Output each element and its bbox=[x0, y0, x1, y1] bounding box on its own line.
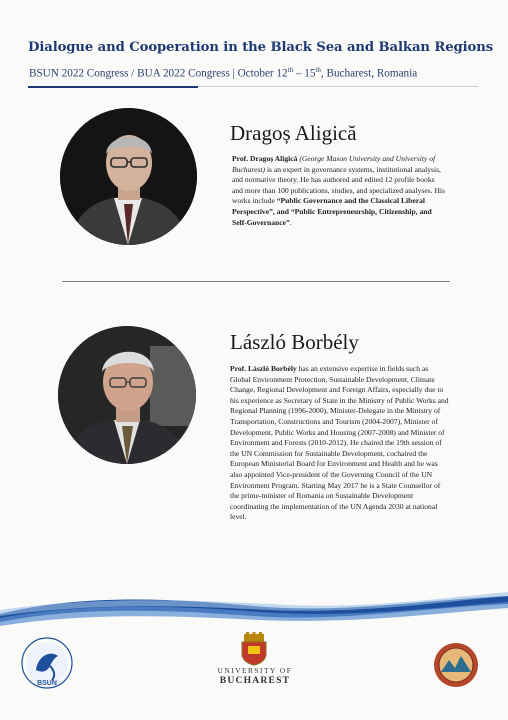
subtitle-sup-1: th bbox=[287, 66, 294, 74]
speaker-1-bio-name: Prof. Dragoș Aligică bbox=[232, 154, 298, 163]
speaker-1-bio-text: is an expert in governance systems, institutional analysis, and normative theory. He has authored and edited 12 profile books and more than 100 publications, studies, and specialized analyses. His works include bbox=[232, 164, 445, 206]
subtitle-mid: – 15 bbox=[293, 67, 316, 80]
speaker-1-portrait bbox=[60, 108, 197, 245]
page-subtitle bbox=[29, 66, 499, 80]
university-name bbox=[210, 666, 300, 686]
speaker-2-bio-name: Prof. László Borbély bbox=[230, 364, 297, 373]
speaker-1-bio bbox=[232, 154, 446, 228]
bua-logo bbox=[433, 642, 479, 688]
unibuc-crest bbox=[226, 632, 282, 666]
speaker-2-bio bbox=[230, 364, 450, 523]
speaker-1-name: Dragoș Aligică bbox=[230, 121, 357, 145]
subtitle-end: , Bucharest, Romania bbox=[320, 67, 418, 80]
page-title: Dialogue and Cooperation in the Black Sea and Balkan Regions bbox=[28, 40, 494, 55]
speaker-2-portrait bbox=[58, 326, 196, 464]
speaker-1-bio-end: . bbox=[289, 217, 292, 227]
speaker-2-bio-text: has an extensive expertise in fields such as Global Environment Protection, Sustainable Development, Climate Change, Regional Development and Foreign Affairs, especially due to his experience as Secretary of State in the Ministry of Public Works and Regional Planning (1996-2000), Minister-Delegate in the Ministry of Transportation, Constructions and Tourism (2004-2007), Minister of Development, Public Works and Housing (2007-2008) and Minister of Environment and Forests (2010-2012). He chaired the 19th session of the UN Commission for Sustainable Development, cochaired the European Ministerial Board for Environment and Health and he was also appointed Vice-president of the Governing Council of the UN Environment Program. Starting May 2017 he is a State Counsellor of the prime-minister of Romania on Sustainable Development coordinating the implementation of the UN Agenda 2030 at national level. bbox=[230, 364, 449, 522]
speaker-1-works: “Public Governance and the Classical Liberal Perspective”, and “Public Entrepreneurship, Citizenship, and Self-Governance” bbox=[232, 196, 432, 227]
header-rule-accent bbox=[28, 86, 198, 88]
bsun-label: BSUN bbox=[37, 680, 57, 687]
speaker-1-affiliation: (George Mason University and University of Bucharest) bbox=[232, 154, 436, 174]
section-divider bbox=[62, 281, 450, 282]
university-line-1: UNIVERSITY OF bbox=[217, 667, 293, 675]
decorative-wave bbox=[0, 588, 508, 630]
subtitle-sup-2: th bbox=[315, 66, 321, 74]
university-line-2: BUCHAREST bbox=[219, 675, 291, 686]
speaker-2-name: László Borbély bbox=[230, 330, 359, 354]
bsun-logo bbox=[20, 636, 74, 692]
subtitle-start: BSUN 2022 Congress / BUA 2022 Congress | October 12 bbox=[29, 67, 288, 80]
